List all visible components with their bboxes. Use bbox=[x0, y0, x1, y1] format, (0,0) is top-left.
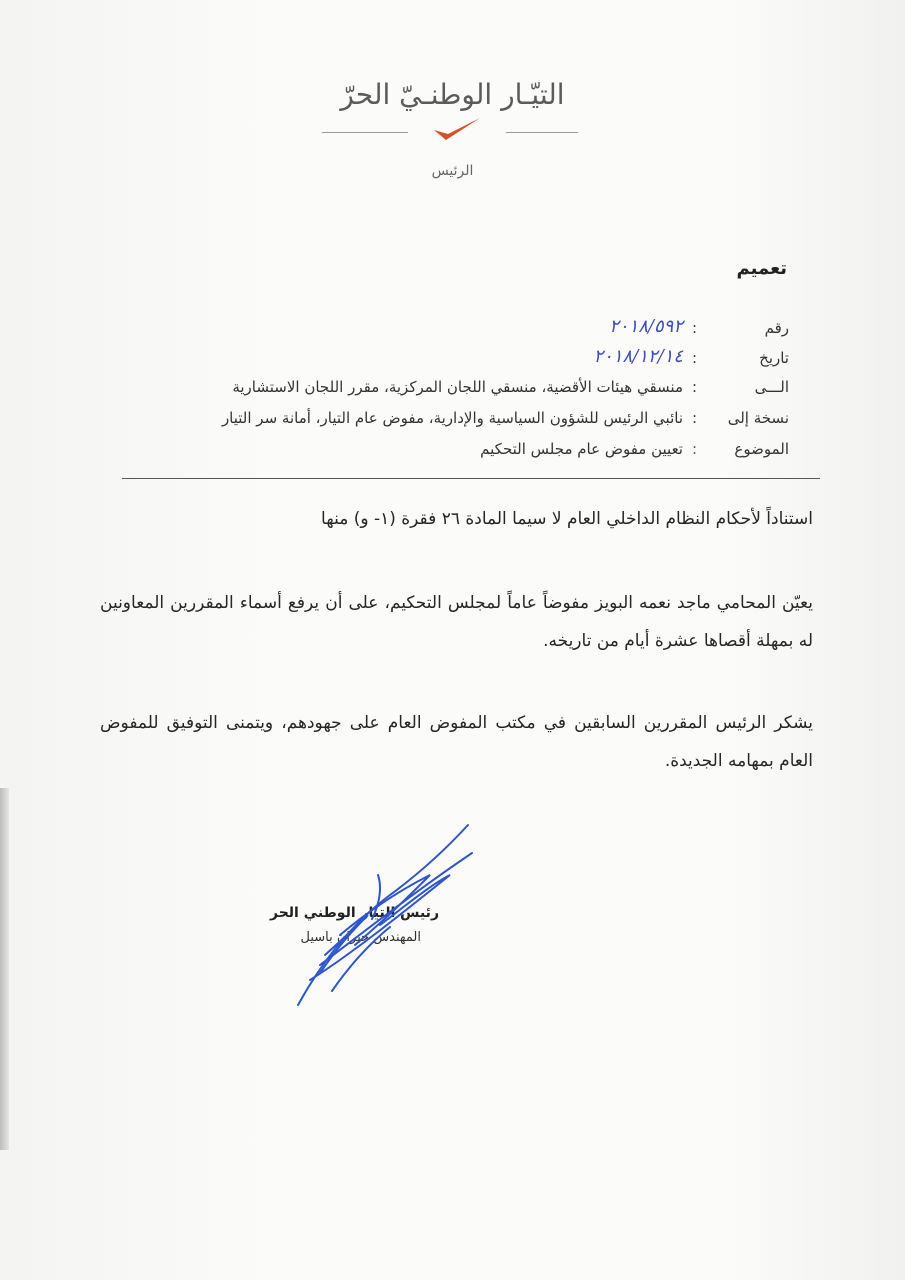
logo-line-right bbox=[506, 132, 578, 133]
field-colon: : bbox=[692, 349, 698, 367]
field-value-copy-to: نائبي الرئيس للشؤون السياسية والإدارية، مفوض عام التيار، أمانة سر التيار bbox=[221, 409, 683, 427]
body-paragraph-3: يشكر الرئيس المقررين السابقين في مكتب المفوض العام على جهودهم، ويتمنى التوفيق للمفوض العام بمهامه الجديدة. bbox=[100, 713, 813, 771]
field-label-copy-to: نسخة إلى bbox=[727, 409, 789, 427]
office-title: الرئيس bbox=[431, 163, 474, 179]
header-divider bbox=[122, 478, 820, 479]
check-mark-icon bbox=[430, 114, 484, 144]
page-edge-shadow bbox=[0, 788, 9, 1150]
field-value-number: ٢٠١٨/٥٩٢ bbox=[609, 316, 683, 337]
field-value-date: ٢٠١٨/١٢/١٤ bbox=[593, 346, 683, 367]
field-value-to: منسقي هيئات الأقضية، منسقي اللجان المركزية، مقرر اللجان الاستشارية bbox=[232, 378, 683, 396]
field-label-to: الـــى bbox=[754, 378, 789, 396]
body-paragraph-1: استناداً لأحكام النظام الداخلي العام لا سيما المادة ٢٦ فقرة (١- و) منها bbox=[321, 509, 813, 529]
field-colon: : bbox=[692, 409, 698, 427]
document-title: تعميم bbox=[736, 258, 787, 279]
field-label-date: تاريخ bbox=[759, 349, 789, 367]
body-paragraph-2: يعيّن المحامي ماجد نعمه البويز مفوضاً عاماً لمجلس التحكيم، على أن يرفع أسماء المقررين المعاونين له بمهلة أقصاها عشرة أيام من تاريخه. bbox=[100, 593, 813, 651]
signatory-title: رئيس التيار الوطني الحر bbox=[270, 905, 439, 921]
field-colon: : bbox=[692, 440, 698, 458]
signatory-name: المهندس جبران باسيل bbox=[300, 930, 421, 945]
field-label-subject: الموضوع bbox=[734, 440, 789, 458]
signature-scribble bbox=[280, 815, 490, 1015]
field-label-number: رقم bbox=[764, 319, 789, 337]
field-colon: : bbox=[692, 319, 698, 337]
party-logo-text: التيّـار الوطنـيّ الحرّ bbox=[340, 78, 565, 111]
field-value-subject: تعيين مفوض عام مجلس التحكيم bbox=[480, 440, 683, 458]
logo-line-left bbox=[322, 132, 408, 133]
field-colon: : bbox=[692, 378, 698, 396]
